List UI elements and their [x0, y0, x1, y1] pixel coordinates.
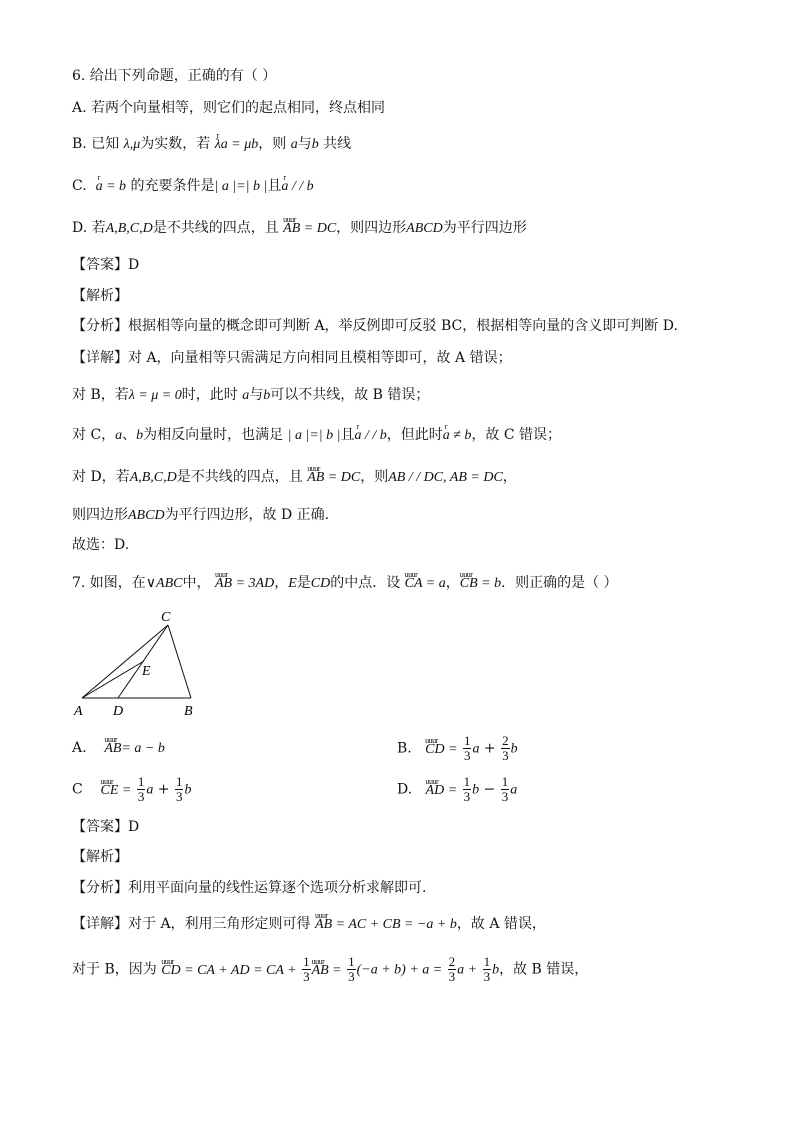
q6-xiangjie: 【详解】对 A，向量相等只需满足方向相同且模相等即可，故 A 错误； — [72, 350, 512, 366]
q6-option-b: B. 已知 λ,μ为实数，若 r λa = μb，则 a与b 共线 — [72, 134, 351, 155]
q7-stem: 7. 如图，在∨ABC中， uuur AB = 3AD，E是CD的中点．设 uuur CA = a，uuur CB = b．则正确的是（ ） — [72, 573, 618, 594]
q6-line-d2: 则四边形ABCD为平行四边形，故 D 正确. — [72, 507, 330, 523]
label-E: E — [142, 664, 151, 679]
q7-fenxi: 【分析】利用平面向量的线性运算逐个选项分析求解即可. — [72, 880, 427, 896]
q6-fenxi: 【分析】根据相等向量的概念即可判断 A，举反例即可反驳 BC，根据相等向量的含义即可判断 D. — [72, 318, 678, 334]
q6-analysis-tag: 【解析】 — [72, 288, 128, 304]
label-B: B — [184, 704, 193, 719]
segment-CB — [168, 625, 191, 698]
q6-line-b: 对 B，若λ = μ = 0时，此时 a与b可以不共线，故 B 错误； — [72, 387, 430, 403]
q6-option-d: D. 若A,B,C,D是不共线的四点，且 uuur AB = DC，则四边形ABCD为平行四边形 — [72, 218, 527, 239]
triangle-figure — [70, 605, 210, 720]
q7-option-a: A. uuur AB= a − b — [72, 738, 165, 759]
label-C: C — [161, 610, 171, 625]
q7-option-d: D. uuur AD = $\frac{1}{3}$ b − $\frac{1}{3}$ a — [397, 775, 517, 804]
q7-analysis-tag: 【解析】 — [72, 849, 128, 865]
q6-line-d: 对 D，若A,B,C,D是不共线的四点，且 uuur AB = DC，则AB / / DC, AB = DC， — [72, 467, 517, 488]
q7-option-c: C uuur CE = $\frac{1}{3}$ a + $\frac{1}{3}$ b — [72, 775, 191, 804]
q6-line-c: 对 C，a、b为相反向量时，也满足 | a |=| b |且r a / / b，但此时r a ≠ b，故 C 错误； — [72, 425, 561, 446]
q6-stem: 6. 给出下列命题，正确的有（ ） — [72, 68, 277, 84]
q6-answer: 【答案】D — [72, 257, 140, 273]
segment-AE — [82, 661, 144, 698]
q7-line-b: 对于 B，因为 uuur CD = CA + AD = CA + $\frac{1}{3}$ uuur AB = $\frac{1}{3}$ (−a + b) + a = $\frac{2}{3}$ a + $\frac{1}{3}$ b，故 B 错误， — [72, 955, 588, 984]
q6-option-c: C. r a = b 的充要条件是| a |=| b |且r a / / b — [72, 176, 314, 197]
label-D: D — [113, 704, 124, 719]
q7-answer: 【答案】D — [72, 819, 140, 835]
q7-option-b: B. uuur CD = $\frac{1}{3}$ a + $\frac{2}{3}$ b — [397, 734, 518, 763]
q7-xiangjie: 【详解】对于 A，利用三角形定则可得 uuur AB = AC + CB = −a + b，故 A 错误， — [72, 914, 546, 935]
q6-choose: 故选：D. — [72, 537, 130, 553]
label-A: A — [74, 704, 83, 719]
q6-option-a: A. 若两个向量相等，则它们的起点相同，终点相同 — [72, 100, 386, 116]
